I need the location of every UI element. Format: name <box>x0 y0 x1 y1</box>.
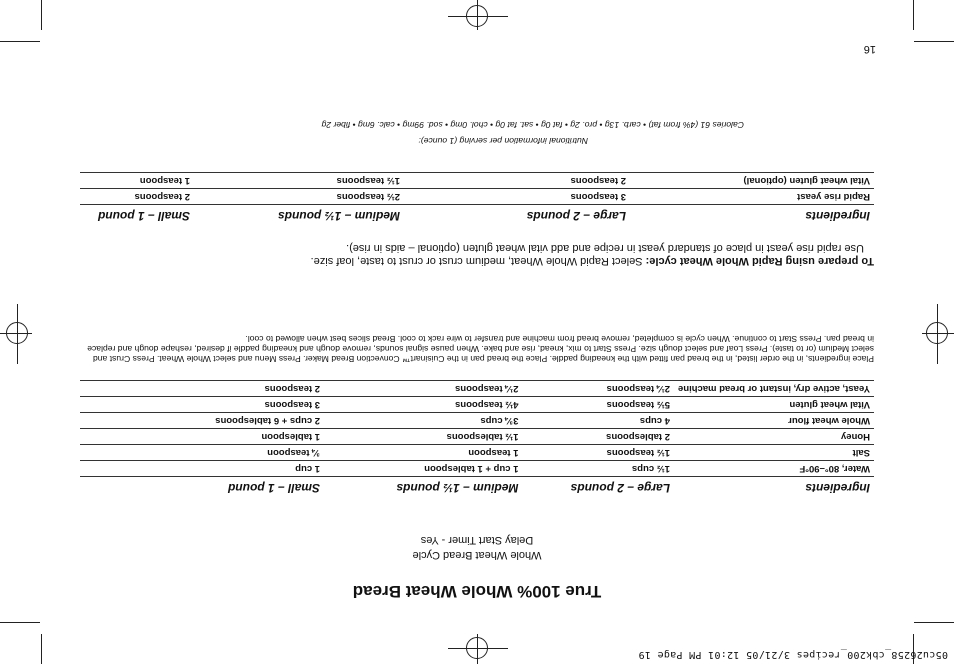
table-cell: 2 tablespoons <box>522 429 674 445</box>
table-cell: 1½ teaspoons <box>194 173 404 189</box>
header-small: Small – 1 pound <box>80 477 324 499</box>
table-cell: 3 teaspoons <box>404 189 630 205</box>
nutrition-info <box>144 119 744 146</box>
table-cell: ¾ teaspoon <box>80 445 324 461</box>
table-cell: 3 teaspoons <box>80 397 324 413</box>
rapid-cycle-paragraph <box>80 241 874 267</box>
crop-mark <box>913 0 914 30</box>
registration-line <box>477 634 478 664</box>
table-cell: 2 teaspoons <box>80 381 324 397</box>
nutrition-heading: Nutritional information per serving (1 ounce): <box>418 136 588 146</box>
table-cell: 1 cup + 1 tablespoon <box>324 461 522 477</box>
crop-mark <box>914 41 954 42</box>
header-small: Small – 1 pound <box>80 205 194 227</box>
header-ingredients: Ingredients <box>674 477 874 499</box>
table-cell: 2 teaspoons <box>404 173 630 189</box>
registration-line <box>477 0 478 30</box>
table-cell: 1½ tablespoons <box>324 429 522 445</box>
header-large: Large – 2 pounds <box>522 477 674 499</box>
table-cell: Yeast, active dry, instant or bread machine <box>674 381 874 397</box>
registration-line <box>448 648 508 649</box>
header-ingredients: Ingredients <box>630 205 874 227</box>
ingredients-table <box>80 380 874 498</box>
table-cell: 4½ teaspoons <box>324 397 522 413</box>
page-number: 16 <box>863 43 876 55</box>
table-cell: 4 cups <box>522 413 674 429</box>
table-cell: 2 cups + 6 tablespoons <box>80 413 324 429</box>
table-cell: 1 teaspoon <box>324 445 522 461</box>
table-cell: 1½ teaspoons <box>522 445 674 461</box>
instructions-paragraph: Place ingredients, in the order listed, in the bread pan fitted with the kneading paddle. Place the bread pan in the Cuisinart™ Convection Bread Maker. Press Menu and select Whole Wheat. Press Crust and select Medium (or to taste). Press Loaf and select dough size. Press Start to mix, knead, rise and bake. When pause signal sounds, remove dough and kneading paddle if desired, reshape dough and replace in bread pan. Press Start to continue. When cycle is completed, remove bread from machine and transfer to wire rack to cool. Bread slices best when allowed to cool. <box>87 334 874 364</box>
registration-line <box>0 333 32 334</box>
header-medium: Medium – 1½ pounds <box>324 477 522 499</box>
table-row <box>80 173 874 189</box>
registration-line <box>17 304 18 364</box>
table-cell: Whole wheat flour <box>674 413 874 429</box>
table-cell: 2½ teaspoons <box>194 189 404 205</box>
crop-mark <box>41 0 42 30</box>
table-row <box>80 189 874 205</box>
table-row <box>80 397 874 413</box>
rapid-cycle-line-2: Use rapid rise yeast in place of standard yeast in recipe and add vital wheat gluten (optional – aids in rise). <box>346 242 864 254</box>
crop-mark <box>0 41 40 42</box>
table-header-row <box>80 477 874 499</box>
cycle-line: Whole Wheat Bread Cycle <box>412 549 542 561</box>
table-cell: 1½ cups <box>522 461 674 477</box>
registration-line <box>937 304 938 364</box>
registration-line <box>448 16 508 17</box>
table-cell: 2¼ teaspoons <box>324 381 522 397</box>
table-cell: 3¾ cups <box>324 413 522 429</box>
table-header-row <box>80 205 874 227</box>
crop-mark <box>41 634 42 664</box>
table-row <box>80 381 874 397</box>
rapid-cycle-label: To prepare using Rapid Whole Wheat cycle: <box>645 255 874 267</box>
crop-mark <box>0 622 40 623</box>
table-cell: 1 cup <box>80 461 324 477</box>
table-cell: Salt <box>674 445 874 461</box>
rapid-ingredients-table <box>80 172 874 226</box>
table-cell: 1 tablespoon <box>80 429 324 445</box>
delay-timer-line: Delay Start Timer - Yes <box>420 534 534 546</box>
rapid-cycle-text: Select Rapid Whole Wheat, medium crust or crust to taste, loaf size. <box>310 255 646 267</box>
header-large: Large – 2 pounds <box>404 205 630 227</box>
table-row <box>80 445 874 461</box>
print-slug: 05cu26258_cbk200_recipes 3/21/05 12:01 PM Page 19 <box>638 649 948 660</box>
table-cell: Honey <box>674 429 874 445</box>
table-cell: 5½ teaspoons <box>522 397 674 413</box>
table-cell: 1 teaspoon <box>80 173 194 189</box>
table-row <box>80 461 874 477</box>
header-medium: Medium – 1½ pounds <box>194 205 404 227</box>
crop-mark <box>914 622 954 623</box>
table-row <box>80 413 874 429</box>
nutrition-text: Calories 61 (4% from fat) • carb. 13g • pro. 2g • fat 0g • sat. fat 0g • chol. 0mg • sod. 99mg • calc. 6mg • fiber 2g <box>321 120 744 130</box>
table-cell: 2¼ teaspoons <box>522 381 674 397</box>
registration-line <box>922 333 954 334</box>
table-cell: Rapid rise yeast <box>630 189 874 205</box>
rapid-cycle-line <box>80 254 874 267</box>
table-cell: 2 teaspoons <box>80 189 194 205</box>
table-cell: Vital wheat gluten (optional) <box>630 173 874 189</box>
table-cell: Vital wheat gluten <box>674 397 874 413</box>
recipe-title: True 100% Whole Wheat Bread <box>352 582 602 601</box>
table-row <box>80 429 874 445</box>
table-cell: Water, 80°–90°F <box>674 461 874 477</box>
